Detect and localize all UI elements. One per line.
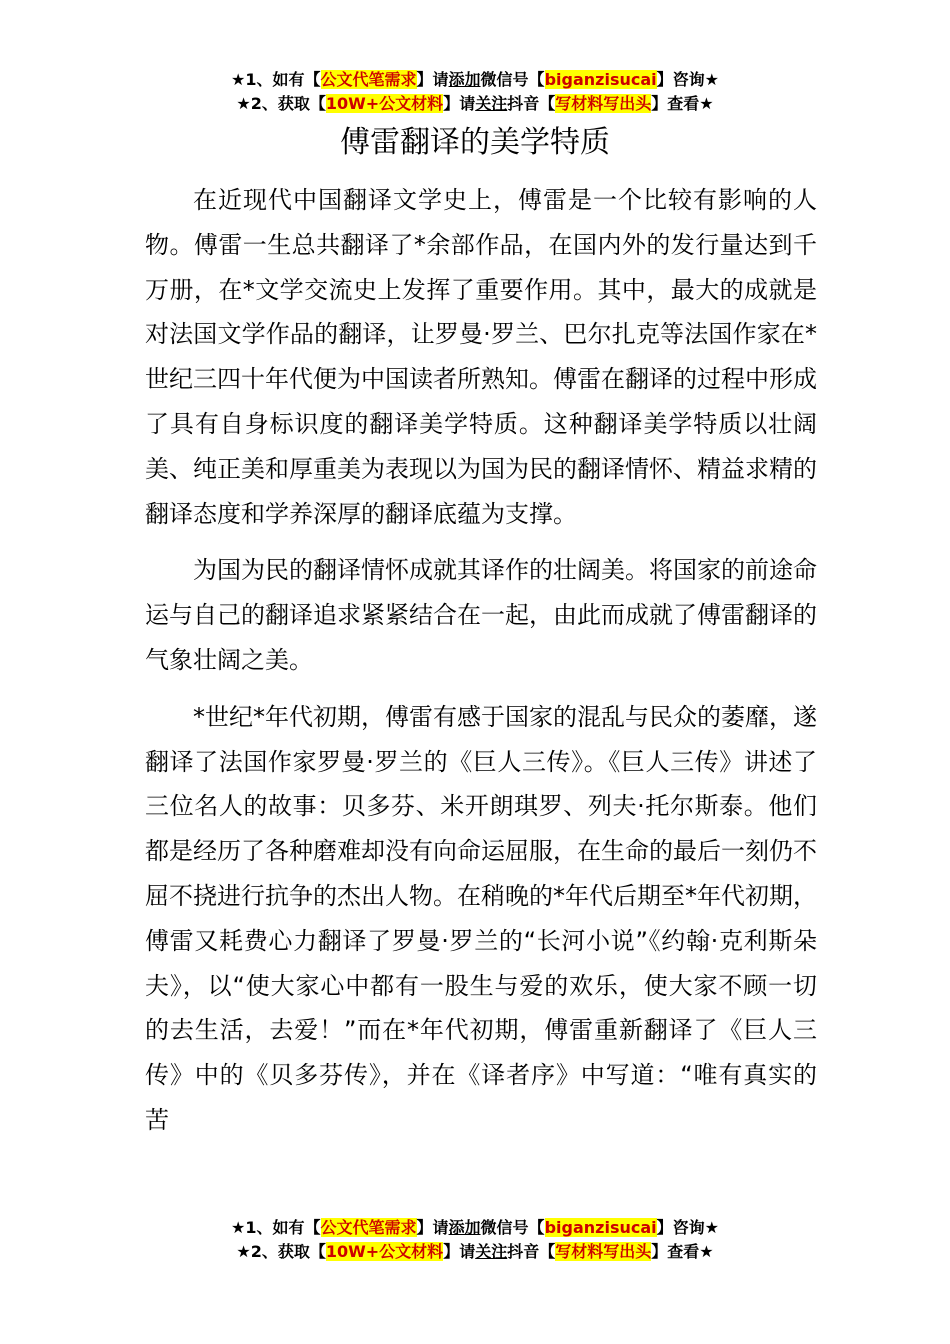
banner-text: 微信号【 [480,70,545,89]
banner-underline-follow: 关注 [475,94,508,113]
banner-underline-follow: 关注 [475,1242,508,1261]
document-title: 傅雷翻译的美学特质 [340,125,610,160]
banner-highlight-wechat-id: biganzisucai [544,70,657,89]
banner-text: 微信号【 [480,1218,545,1237]
header-banner [0,68,950,116]
banner-text: 】查看★ [651,94,714,113]
banner-highlight-writing-service: 公文代笔需求 [320,1218,417,1237]
banner-text: ★1、如有【 [231,70,321,89]
banner-text: 】咨询★ [656,70,719,89]
paragraph-1: 在近现代中国翻译文学史上，傅雷是一个比较有影响的人物。傅雷一生总共翻译了*余部作品，在国内外的发行量达到千万册，在*文学交流史上发挥了重要作用。其中，最大的成就是对法国文学作品的翻译，让罗曼·罗兰、巴尔扎克等法国作家在*世纪三四十年代便为中国读者所熟知。傅雷在翻译的过程中形成了具有自身标识度的翻译美学特质。这种翻译美学特质以壮阔美、纯正美和厚重美为表现以为国为民的翻译情怀、精益求精的翻译态度和学养深厚的翻译底蕴为支撑。 [145,186,817,528]
footer-banner [0,1216,950,1264]
banner-highlight-writing-service: 公文代笔需求 [320,70,417,89]
banner-text: 】请 [443,1242,476,1261]
banner-text: 】请 [416,70,449,89]
banner-underline-add: 添加 [448,1218,481,1237]
document-body [145,178,817,1143]
banner-highlight-douyin-account: 写材料写出头 [555,1242,652,1261]
banner-text: ★2、获取【 [236,1242,326,1261]
banner-highlight-wechat-id: biganzisucai [544,1218,657,1237]
banner-text: 抖音【 [507,1242,556,1261]
banner-underline-add: 添加 [448,70,481,89]
banner-text: 】咨询★ [656,1218,719,1237]
banner-text: 】请 [416,1218,449,1237]
banner-text: ★1、如有【 [231,1218,321,1237]
paragraph-2: 为国为民的翻译情怀成就其译作的壮阔美。将国家的前途命运与自己的翻译追求紧紧结合在一起，由此而成就了傅雷翻译的气象壮阔之美。 [145,556,817,674]
banner-highlight-douyin-account: 写材料写出头 [555,94,652,113]
paragraph-3: *世纪*年代初期，傅雷有感于国家的混乱与民众的萎靡，遂翻译了法国作家罗曼·罗兰的《巨人三传》。《巨人三传》讲述了三位名人的故事：贝多芬、米开朗琪罗、列夫·托尔斯泰。他们都是经历了各种磨难却没有向命运屈服，在生命的最后一刻仍不屈不挠进行抗争的杰出人物。在稍晚的*年代后期至*年代初期，傅雷又耗费心力翻译了罗曼·罗兰的“长河小说”《约翰·克利斯朵夫》，以“使大家心中都有一股生与爱的欢乐，使大家不顾一切的去生活，去爱！”而在*年代初期，傅雷重新翻译了《巨人三传》中的《贝多芬传》，并在《译者序》中写道：“唯有真实的苦 [145,702,817,1134]
banner-highlight-materials: 10W+公文材料 [325,94,444,113]
banner-text: 】请 [443,94,476,113]
banner-line-2 [0,1240,950,1264]
banner-text: 】查看★ [651,1242,714,1261]
banner-line-1 [0,1216,950,1240]
banner-text: 抖音【 [507,94,556,113]
banner-text: ★2、获取【 [236,94,326,113]
banner-line-2 [0,92,950,116]
banner-line-1 [0,68,950,92]
banner-highlight-materials: 10W+公文材料 [325,1242,444,1261]
